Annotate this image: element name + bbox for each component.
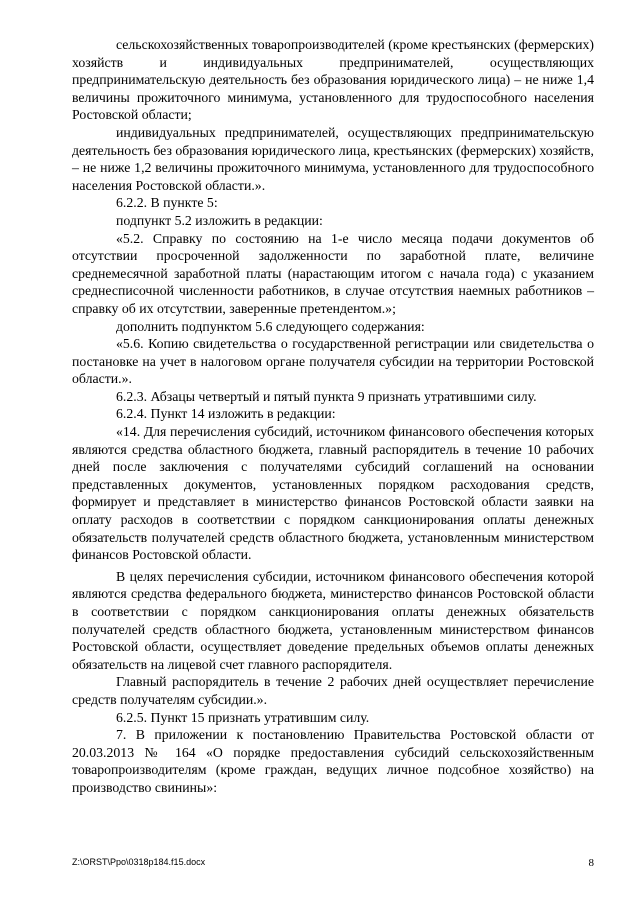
paragraph-13: 6.2.5. Пункт 15 признать утратившим силу. [116,709,370,725]
paragraph-6: дополнить подпунктом 5.6 следующего содержания: [116,318,425,334]
paragraph-11: В целях перечисления субсидии, источником финансового обеспечения которой являются средства федерального бюджета, министерство финансов Ростовской области в соответствии с порядком санкционирования оплаты денежных обязательств получателей средств областного бюджета, установленным министерством финансов Ростовской области, осуществляет доведение предельных объемов оплаты денежных обязательств на лицевой счет главного распорядителя. [72,568,594,672]
paragraph-5: «5.2. Справку по состоянию на 1-е число месяца подачи документов об отсутствии просроченной задолженности по заработной плате, величине среднемесячной заработной платы (нарастающим итогом с начала года) с указанием среднесписочной численности работников, в случае отсутствия наемных работников – справку об их отсутствии, заверенные претендентом.»; [72,230,594,316]
paragraph-2: индивидуальных предпринимателей, осуществляющих предпринимательскую деятельность без образования юридического лица, крестьянских (фермерских) хозяйств, – не ниже 1,2 величины прожиточного минимума, установленного для трудоспособного населения Ростовской области.». [72,124,594,193]
page-number: 8 [588,857,594,869]
paragraph-1: сельскохозяйственных товаропроизводителей (кроме крестьянских (фермерских) хозяйств и индивидуальных предпринимателей, осуществляющих предпринимательскую деятельность без образования юридического лица) – не ниже 1,4 величины прожиточного минимума, установленного для трудоспособного населения Ростовской области; [72,37,594,123]
paragraph-10: «14. Для перечисления субсидий, источником финансового обеспечения которых являются средства областного бюджета, главный распорядитель в течение 10 рабочих дней после заключения с получателями субсидий соглашений на основании представленных документов, установленных порядком расходования средств, формирует и представляет в министерство финансов Ростовской области заявки на оплату расходов в соответствии с порядком санкционирования оплаты денежных обязательств получателей средств областного бюджета, установленным министерством финансов Ростовской области. [72,424,594,563]
paragraph-3: 6.2.2. В пункте 5: [116,195,218,211]
paragraph-4: подпункт 5.2 изложить в редакции: [116,212,323,228]
paragraph-12: Главный распорядитель в течение 2 рабочих дней осуществляет перечисление средств получателям субсидии.». [72,674,594,707]
document-body [72,36,594,797]
paragraph-8: 6.2.3. Абзацы четвертый и пятый пункта 9 признать утратившими силу. [116,388,537,404]
page-footer [72,857,594,869]
paragraph-9: 6.2.4. Пункт 14 изложить в редакции: [116,406,336,422]
paragraph-7: «5.6. Копию свидетельства о государственной регистрации или свидетельства о постановке на учет в налоговом органе получателя субсидии на территории Ростовской области.». [72,336,594,387]
paragraph-14: 7. В приложении к постановлению Правительства Ростовской области от 20.03.2013 № 164 «О порядке предоставления субсидий сельскохозяйственным товаропроизводителям (кроме граждан, ведущих личное подсобное хозяйство) на производство свинины»: [72,727,594,795]
file-path: Z:\ORST\Ppo\0318p184.f15.docx [72,857,206,867]
